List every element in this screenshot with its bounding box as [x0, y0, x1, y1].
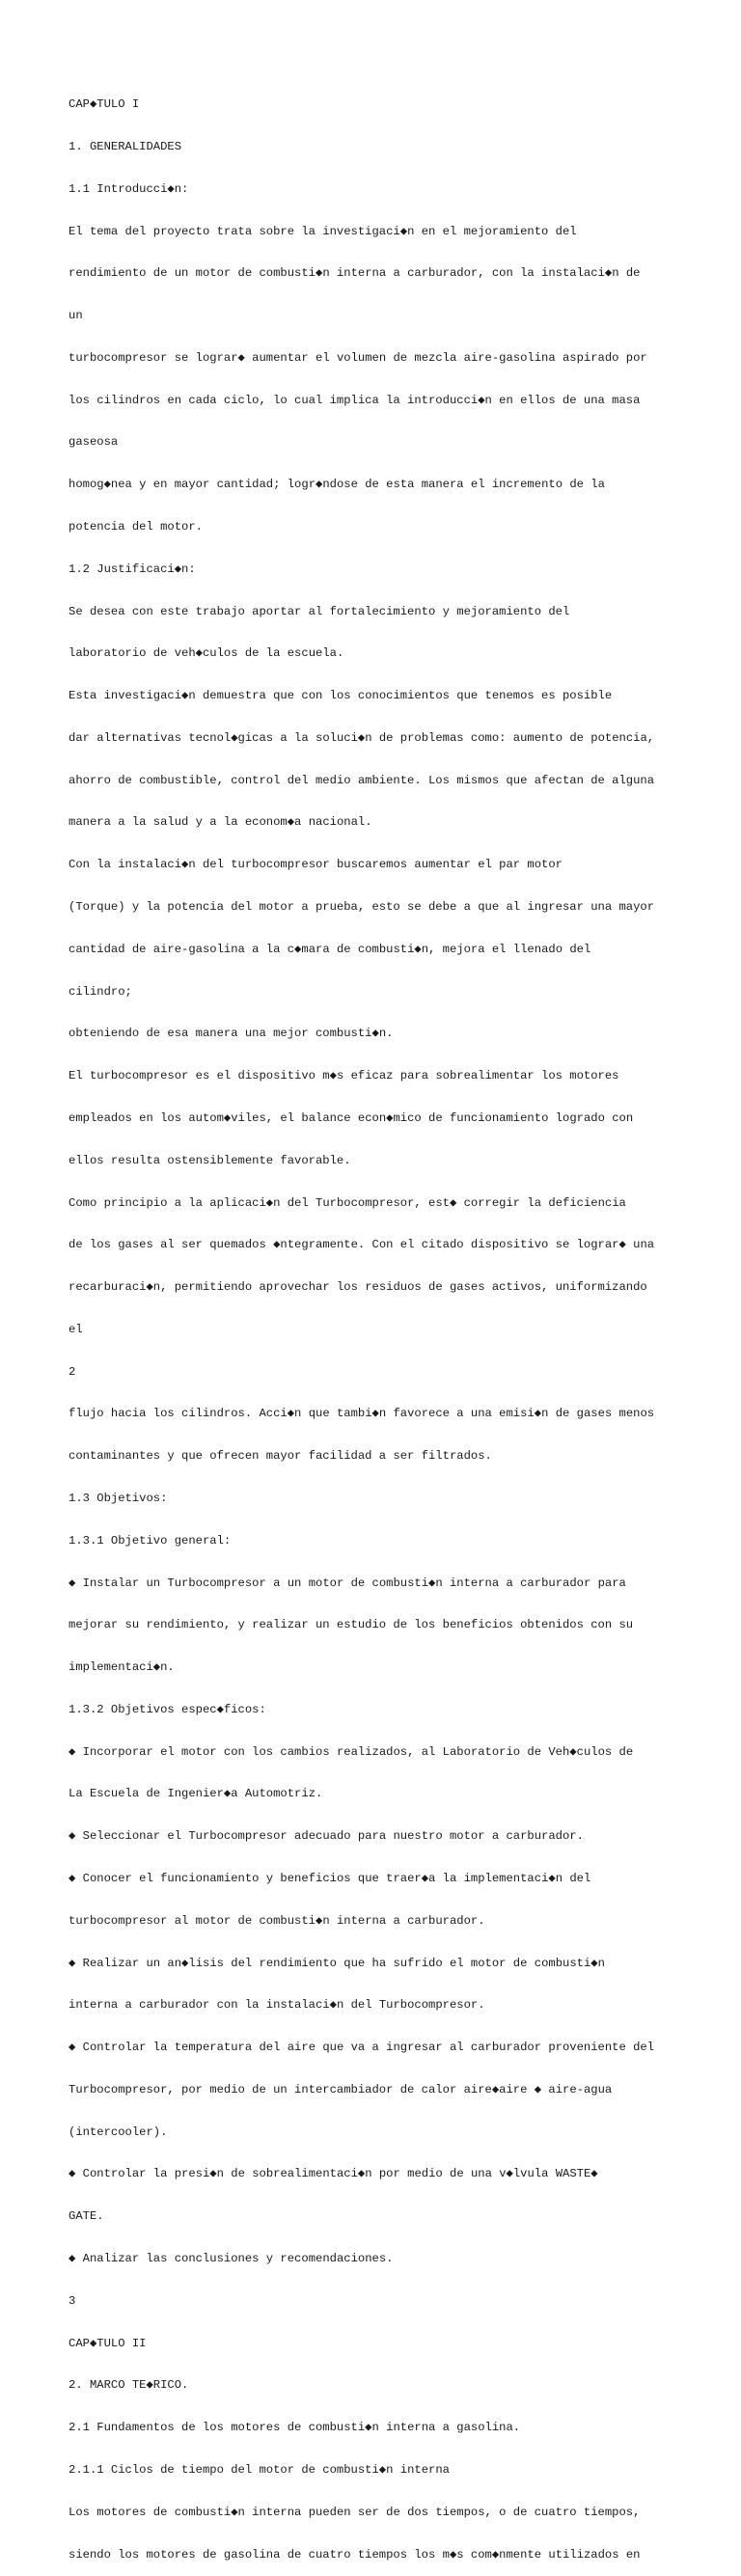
document-text — [69, 69, 734, 2576]
text-line: turbocompresor se lograr◆ aumentar el volumen de mezcla aire-gasolina aspirado por — [69, 350, 647, 365]
text-line: rendimiento de un motor de combusti◆n interna a carburador, con la instalaci◆n de — [69, 266, 641, 281]
text-line: La Escuela de Ingenier◆a Automotriz. — [69, 1787, 323, 1801]
text-line: ◆ Analizar las conclusiones y recomendaciones. — [69, 2252, 394, 2266]
text-line: Turbocompresor, por medio de un intercambiador de calor aire◆aire ◆ aire-agua — [69, 2082, 613, 2096]
page-number: 2 — [69, 1364, 76, 1379]
text-line: 1.1 Introducci◆n: — [69, 181, 189, 196]
text-line: Se desea con este trabajo aportar al fortalecimiento y mejoramiento del — [69, 604, 570, 618]
text-line: ◆ Seleccionar el Turbocompresor adecuado para nuestro motor a carburador. — [69, 1829, 584, 1844]
text-line: 1. GENERALIDADES — [69, 139, 182, 153]
page-number: 3 — [69, 2293, 76, 2308]
text-line: el — [69, 1322, 83, 1336]
text-line: GATE. — [69, 2209, 104, 2224]
text-line: 1.3.2 Objetivos espec◆ficos: — [69, 1702, 266, 1716]
text-line: obteniendo de esa manera una mejor combusti◆n. — [69, 1027, 394, 1041]
text-line: cilindro; — [69, 984, 132, 999]
text-line: recarburaci◆n, permitiendo aprovechar los residuos de gases activos, uniformizando — [69, 1280, 647, 1295]
text-line: laboratorio de veh◆culos de la escuela. — [69, 646, 344, 661]
text-line: (Torque) y la potencia del motor a prueba, esto se debe a que al ingresar una mayor — [69, 900, 655, 915]
text-line: El turbocompresor es el dispositivo m◆s eficaz para sobrealimentar los motores — [69, 1069, 619, 1083]
text-line: Como principio a la aplicaci◆n del Turbocompresor, est◆ corregir la deficiencia — [69, 1195, 626, 1210]
text-line: siendo los motores de gasolina de cuatro tiempos los m◆s com◆nmente utilizados en — [69, 2547, 641, 2562]
text-line: de los gases al ser quemados ◆ntegramente. Con el citado dispositivo se lograr◆ una — [69, 1238, 655, 1252]
text-line: Los motores de combusti◆n interna pueden ser de dos tiempos, o de cuatro tiempos, — [69, 2505, 641, 2519]
text-line: los cilindros en cada ciclo, lo cual implica la introducci◆n en ellos de una masa — [69, 393, 641, 407]
text-line: interna a carburador con la instalaci◆n del Turbocompresor. — [69, 1998, 485, 2013]
text-line: ◆ Realizar un an◆lisis del rendimiento que ha sufrido el motor de combusti◆n — [69, 1956, 605, 1970]
text-line: ellos resulta ostensiblemente favorable. — [69, 1153, 351, 1167]
text-line: un — [69, 309, 83, 323]
text-line: CAP◆TULO I — [69, 97, 140, 112]
text-line: Con la instalaci◆n del turbocompresor buscaremos aumentar el par motor — [69, 858, 563, 872]
text-line: empleados en los autom◆viles, el balance econ◆mico de funcionamiento logrado con — [69, 1110, 634, 1125]
text-line: Esta investigaci◆n demuestra que con los conocimientos que tenemos es posible — [69, 689, 613, 703]
text-line: ahorro de combustible, control del medio ambiente. Los mismos que afectan de alguna — [69, 773, 655, 787]
text-line: contaminantes y que ofrecen mayor facilidad a ser filtrados. — [69, 1449, 492, 1464]
text-line: 1.2 Justificaci◆n: — [69, 562, 196, 576]
text-line: dar alternativas tecnol◆gicas a la soluci◆n de problemas como: aumento de potencia, — [69, 730, 655, 745]
text-line: potencia del motor. — [69, 520, 203, 534]
text-line: manera a la salud y a la econom◆a nacional. — [69, 815, 372, 830]
text-line: 1.3 Objetivos: — [69, 1491, 168, 1505]
text-line: gaseosa — [69, 435, 119, 450]
text-line: mejorar su rendimiento, y realizar un estudio de los beneficios obtenidos con su — [69, 1618, 634, 1632]
text-line: homog◆nea y en mayor cantidad; logr◆ndose de esta manera el incremento de la — [69, 478, 605, 492]
text-line: El tema del proyecto trata sobre la investigaci◆n en el mejoramiento del — [69, 224, 577, 238]
text-line: CAP◆TULO II — [69, 2336, 147, 2350]
text-line: 1.3.1 Objetivo general: — [69, 1533, 232, 1548]
text-line: flujo hacia los cilindros. Acci◆n que tambi◆n favorece a una emisi◆n de gases menos — [69, 1407, 655, 1421]
text-line: cantidad de aire-gasolina a la c◆mara de combusti◆n, mejora el llenado del — [69, 942, 591, 956]
text-line: 2.1.1 Ciclos de tiempo del motor de combusti◆n interna — [69, 2462, 450, 2477]
text-line: ◆ Controlar la presi◆n de sobrealimentaci◆n por medio de una v◆lvula WASTE◆ — [69, 2167, 598, 2181]
text-line: ◆ Conocer el funcionamiento y beneficios que traer◆a la implementaci◆n del — [69, 1872, 591, 1885]
text-line: ◆ Incorporar el motor con los cambios realizados, al Laboratorio de Veh◆culos de — [69, 1744, 634, 1759]
text-line: implementaci◆n. — [69, 1660, 175, 1675]
text-line: turbocompresor al motor de combusti◆n interna a carburador. — [69, 1913, 485, 1928]
text-line: 2.1 Fundamentos de los motores de combusti◆n interna a gasolina. — [69, 2421, 521, 2435]
text-line: 2. MARCO TE◆RICO. — [69, 2378, 189, 2393]
text-line: ◆ Instalar un Turbocompresor a un motor de combusti◆n interna a carburador para — [69, 1576, 626, 1590]
text-line: ◆ Controlar la temperatura del aire que va a ingresar al carburador proveniente del — [69, 2041, 655, 2055]
text-line: (intercooler). — [69, 2124, 168, 2139]
